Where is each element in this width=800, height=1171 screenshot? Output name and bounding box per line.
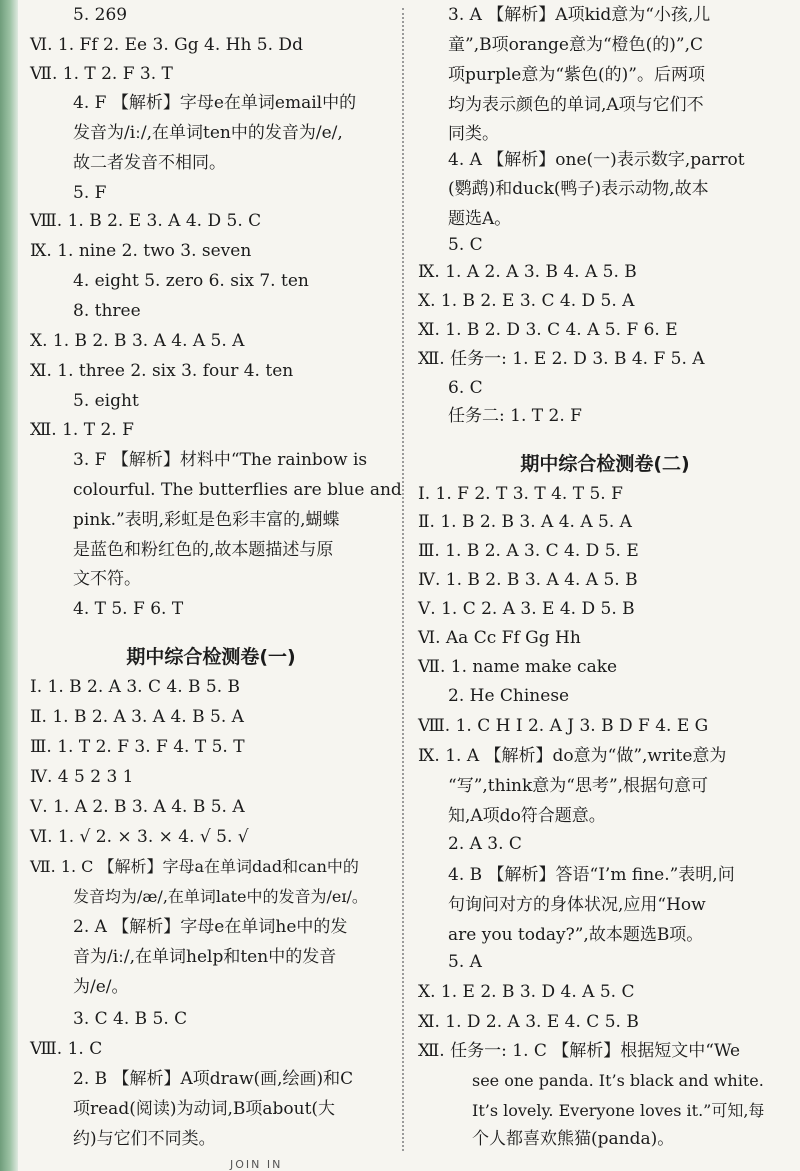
answer-line: Ⅰ. 1. B 2. A 3. C 4. B 5. B: [30, 677, 241, 697]
answer-line: 知,A项do符合题意。: [448, 806, 606, 826]
answer-line: 3. A 【解析】A项kid意为“小孩,儿: [448, 5, 711, 25]
answer-line: Ⅱ. 1. B 2. A 3. A 4. B 5. A: [30, 707, 244, 727]
answer-line: 6. C: [448, 378, 483, 398]
answer-line: Ⅻ. 任务一: 1. E 2. D 3. B 4. F 5. A: [418, 349, 705, 369]
answer-line: 2. A 3. C: [448, 834, 522, 854]
answer-line: Ⅳ. 4 5 2 3 1: [30, 767, 134, 787]
answer-line: 3. C 4. B 5. C: [73, 1009, 188, 1029]
answer-line: (鹦鹉)和duck(鸭子)表示动物,故本: [448, 179, 709, 199]
answer-line: Ⅻ. 1. T 2. F: [30, 420, 134, 440]
answer-line: pink.”表明,彩虹是色彩丰富的,蝴蝶: [73, 510, 340, 530]
answer-line: 发音均为/æ/,在单词late中的发音为/eɪ/。: [73, 887, 368, 906]
answer-line: 8. three: [73, 301, 141, 321]
answer-line: 5. F: [73, 183, 107, 203]
answer-line: Ⅰ. 1. F 2. T 3. T 4. T 5. F: [418, 484, 623, 504]
answer-line: Ⅺ. 1. B 2. D 3. C 4. A 5. F 6. E: [418, 320, 678, 340]
answer-line: 是蓝色和粉红色的,故本题描述与原: [73, 540, 334, 560]
answer-line: Ⅵ. Aa Cc Ff Gg Hh: [418, 628, 581, 648]
column-divider: [402, 8, 404, 1151]
answer-line: 3. F 【解析】材料中“The rainbow is: [73, 450, 368, 470]
answer-line: 均为表示颜色的单词,A项与它们不: [448, 95, 704, 115]
answer-line: Ⅲ. 1. T 2. F 3. F 4. T 5. T: [30, 737, 245, 757]
answer-line: 4. F 【解析】字母e在单词email中的: [73, 93, 357, 113]
answer-line: Ⅳ. 1. B 2. B 3. A 4. A 5. B: [418, 570, 638, 590]
answer-line: Ⅵ. 1. Ff 2. Ee 3. Gg 4. Hh 5. Dd: [30, 35, 303, 55]
section-title-midterm-2: 期中综合检测卷(二): [520, 453, 690, 475]
answer-line: It’s lovely. Everyone loves it.”可知,每: [472, 1101, 765, 1120]
page-footer: JOIN IN: [230, 1158, 283, 1171]
answer-line: 为/e/。: [73, 977, 129, 997]
answer-line: 个人都喜欢熊猫(panda)。: [472, 1129, 675, 1149]
answer-line: Ⅹ. 1. E 2. B 3. D 4. A 5. C: [418, 982, 635, 1002]
answer-line: Ⅺ. 1. D 2. A 3. E 4. C 5. B: [418, 1012, 639, 1032]
answer-line: 音为/iː/,在单词help和ten中的发音: [73, 947, 337, 967]
answer-line: Ⅻ. 任务一: 1. C 【解析】根据短文中“We: [418, 1041, 741, 1061]
answer-line: are you today?”,故本题选B项。: [448, 925, 704, 945]
answer-line: 5. eight: [73, 391, 139, 411]
answer-line: 题选A。: [448, 209, 512, 229]
answer-line: 4. B 【解析】答语“I’m fine.”表明,问: [448, 865, 735, 885]
answer-line: 任务二: 1. T 2. F: [448, 406, 582, 426]
answer-line: Ⅷ. 1. C: [30, 1039, 103, 1059]
answer-line: Ⅲ. 1. B 2. A 3. C 4. D 5. E: [418, 541, 639, 561]
answer-line: Ⅸ. 1. A 【解析】do意为“做”,write意为: [418, 746, 727, 766]
answer-line: 2. A 【解析】字母e在单词he中的发: [73, 917, 348, 937]
answer-line: Ⅺ. 1. three 2. six 3. four 4. ten: [30, 361, 294, 381]
answer-line: “写”,think意为“思考”,根据句意可: [448, 776, 709, 796]
answer-line: 2. B 【解析】A项draw(画,绘画)和C: [73, 1069, 354, 1089]
answer-line: 故二者发音不相同。: [73, 153, 226, 173]
answer-line: Ⅸ. 1. A 2. A 3. B 4. A 5. B: [418, 262, 637, 282]
answer-line: Ⅹ. 1. B 2. E 3. C 4. D 5. A: [418, 291, 635, 311]
answer-line: Ⅷ. 1. C H I 2. A J 3. B D F 4. E G: [418, 716, 709, 736]
answer-line: Ⅷ. 1. B 2. E 3. A 4. D 5. C: [30, 211, 262, 231]
answer-line: Ⅴ. 1. C 2. A 3. E 4. D 5. B: [418, 599, 635, 619]
answer-line: 句询问对方的身体状况,应用“How: [448, 895, 706, 915]
answer-line: 项read(阅读)为动词,B项about(大: [73, 1099, 336, 1119]
answer-line: Ⅹ. 1. B 2. B 3. A 4. A 5. A: [30, 331, 245, 351]
answer-line: see one panda. It’s black and white.: [472, 1071, 764, 1090]
answer-line: 5. 269: [73, 5, 128, 25]
answer-line: Ⅶ. 1. C 【解析】字母a在单词dad和can中的: [30, 857, 359, 876]
answer-line: Ⅸ. 1. nine 2. two 3. seven: [30, 241, 252, 261]
answer-line: 文不符。: [73, 569, 141, 589]
answer-line: 4. A 【解析】one(一)表示数字,parrot: [448, 150, 745, 170]
answer-line: 项purple意为“紫色(的)”。后两项: [448, 65, 705, 85]
answer-line: 约)与它们不同类。: [73, 1129, 216, 1149]
page-spine: [0, 0, 18, 1171]
answer-line: 童”,B项orange意为“橙色(的)”,C: [448, 35, 704, 55]
answer-line: 发音为/iː/,在单词ten中的发音为/e/,: [73, 123, 343, 143]
answer-line: 5. A: [448, 952, 482, 972]
answer-line: 4. eight 5. zero 6. six 7. ten: [73, 271, 309, 291]
answer-line: Ⅵ. 1. √ 2. × 3. × 4. √ 5. √: [30, 827, 249, 847]
answer-line: colourful. The butterflies are blue and: [73, 480, 402, 500]
answer-line: 5. C: [448, 235, 483, 255]
answer-line: Ⅴ. 1. A 2. B 3. A 4. B 5. A: [30, 797, 245, 817]
section-title-midterm-1: 期中综合检测卷(一): [126, 646, 296, 668]
answer-line: Ⅶ. 1. T 2. F 3. T: [30, 64, 173, 84]
answer-line: 4. T 5. F 6. T: [73, 599, 184, 619]
answer-line: Ⅶ. 1. name make cake: [418, 657, 618, 677]
answer-line: Ⅱ. 1. B 2. B 3. A 4. A 5. A: [418, 512, 632, 532]
answer-line: 同类。: [448, 124, 499, 144]
answer-line: 2. He Chinese: [448, 686, 570, 706]
